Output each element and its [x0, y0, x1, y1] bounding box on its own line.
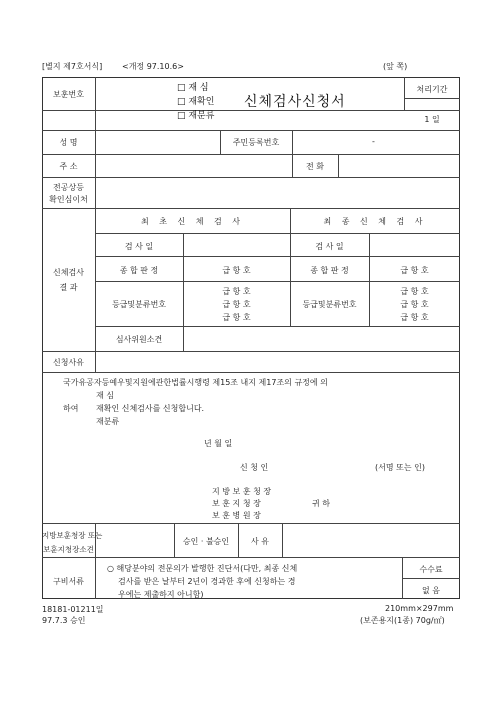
rule — [404, 98, 460, 99]
address-field[interactable] — [96, 155, 291, 176]
resident-number-field[interactable]: - — [372, 137, 375, 146]
final-overall-label: 종 합 판 정 — [310, 266, 349, 275]
rule — [95, 281, 460, 282]
rule — [95, 256, 460, 257]
approval-reason-label: 사 유 — [251, 537, 269, 546]
paper-type: (보존용지(1종) 70g/㎡) — [360, 616, 445, 625]
rule — [95, 233, 460, 234]
signature-note: (서명 또는 인) — [375, 463, 425, 472]
statement-prefix: 하여 — [63, 404, 79, 413]
fee-value: 없 음 — [422, 586, 440, 595]
page-indicator: (앞 쪽) — [383, 62, 408, 71]
final-exam-header: 최 종 신 체 검 사 — [323, 217, 427, 226]
approval-label-1: 지방보훈청장 또는 — [42, 531, 103, 540]
final-exam-date-label: 검 사 일 — [315, 242, 344, 251]
paper-size: 210mm×297mm — [385, 604, 454, 613]
veteran-number-label: 보훈번호 — [53, 90, 84, 99]
name-label: 성 명 — [59, 138, 78, 147]
reason-label: 신청사유 — [53, 358, 84, 367]
form-number: [별지 제7호서식] — [42, 62, 103, 71]
approval-label-2: 보훈지청장소견 — [43, 545, 94, 554]
name-field[interactable] — [96, 131, 219, 153]
final-grade-class-label: 등급및분류번호 — [302, 300, 357, 309]
final-overall-grade: 급 항 호 — [400, 266, 429, 275]
certification-label-2: 확인심이처 — [49, 195, 88, 204]
rule — [42, 557, 460, 558]
resident-number-label: 주민등록번호 — [232, 138, 280, 147]
first-grade-line-3: 급 항 호 — [222, 313, 251, 322]
rule — [292, 130, 293, 154]
option-reclassify[interactable]: □ 재분류 — [177, 111, 215, 121]
application-date: 년 월 일 — [204, 439, 233, 448]
applicant-label: 신 청 인 — [240, 463, 269, 472]
review-opinion-label: 심사위원소견 — [115, 335, 163, 344]
first-exam-date-label: 검 사 일 — [124, 242, 154, 251]
reason-field[interactable] — [96, 352, 459, 371]
approval-date: 97.7.3 승인 — [42, 616, 86, 625]
rule — [95, 208, 96, 351]
approval-reason-field[interactable] — [283, 524, 459, 556]
final-grade-line-3: 급 항 호 — [400, 313, 429, 322]
page-title: 신체검사신청서 — [244, 94, 346, 110]
result-label-2: 결 과 — [59, 283, 78, 292]
phone-label: 전 화 — [306, 162, 324, 171]
recipient-3: 보 훈 병 원 장 — [212, 511, 261, 520]
option-reconfirm[interactable]: □ 재확인 — [177, 97, 215, 107]
first-exam-header: 최 초 신 체 검 사 — [140, 217, 245, 226]
statement-reclassify: 재분류 — [96, 417, 120, 426]
rule — [402, 578, 460, 579]
option-reexam[interactable]: □ 재 심 — [177, 83, 209, 93]
first-overall-label: 종 합 판 정 — [119, 266, 159, 275]
required-docs-label: 구비서류 — [53, 577, 84, 586]
required-docs-line-2: 검사를 받은 날부터 2년이 경과한 후에 신청하는 경 — [118, 577, 296, 586]
processing-period-label: 처리기간 — [416, 85, 448, 94]
recipient-1: 지 방 보 훈 청 장 — [212, 487, 272, 496]
rule — [42, 208, 460, 209]
first-grade-line-1: 급 항 호 — [222, 287, 251, 296]
fee-label: 수수료 — [419, 565, 443, 574]
recipient-2: 보 훈 지 청 장 — [212, 499, 261, 508]
approval-opinion-field[interactable] — [96, 524, 173, 556]
approve-reject-option[interactable]: 승인 · 불승인 — [182, 537, 230, 546]
revision-date: <개정 97.10.6> — [122, 62, 184, 71]
phone-field[interactable] — [339, 155, 459, 176]
approval-code: 18181-01211일 — [42, 605, 104, 614]
processing-period-value: 1 일 — [424, 115, 440, 124]
certification-field[interactable] — [96, 178, 459, 207]
first-grade-class-label: 등급및분류번호 — [111, 300, 167, 309]
rule — [42, 372, 460, 373]
first-overall-grade: 급 항 호 — [222, 266, 251, 275]
address-label: 주 소 — [59, 162, 78, 171]
statement-reexam: 재 심 — [96, 391, 114, 400]
certification-label-1: 전공상등 — [53, 183, 84, 192]
statement-line-3: 재확인 신체검사를 신청합니다. — [96, 404, 205, 413]
rule — [95, 77, 96, 131]
first-grade-line-2: 급 항 호 — [222, 300, 251, 309]
required-docs-line-1: ○ 해당분야의 전문의가 발행한 진단서(다만, 최종 신체 — [107, 564, 298, 573]
statement-line-1: 국가유공자등예우및지원에관한법률시행령 제15조 내지 제17조의 규정에 의 — [63, 378, 328, 387]
result-label-1: 신체검사 — [53, 268, 84, 277]
final-grade-line-1: 급 항 호 — [400, 287, 429, 296]
required-docs-line-3: 우에는 제출하지 아니함) — [118, 590, 204, 599]
rule — [95, 326, 460, 327]
honorific: 귀 하 — [312, 499, 330, 508]
final-grade-line-2: 급 항 호 — [400, 300, 429, 309]
